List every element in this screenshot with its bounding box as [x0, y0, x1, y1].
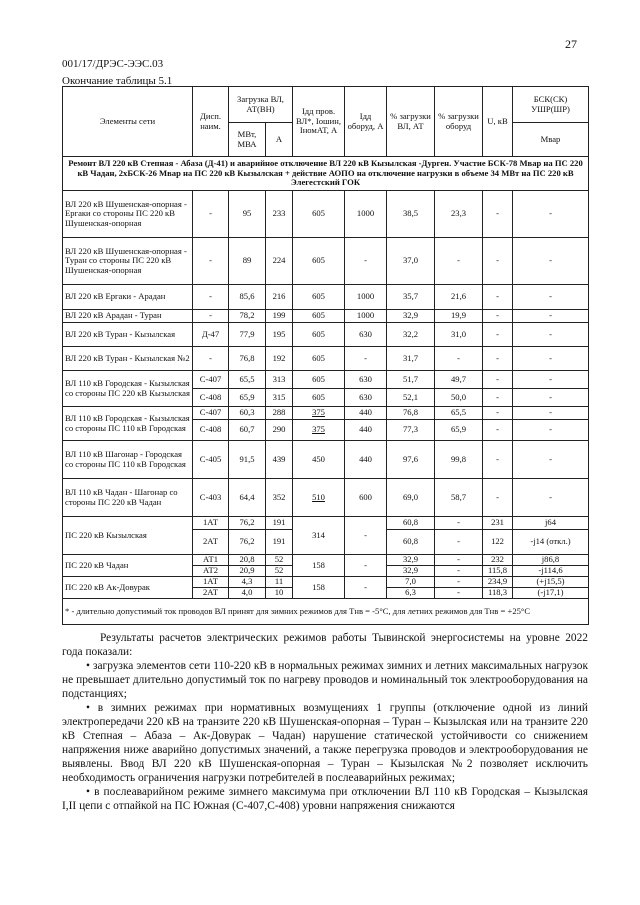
header-element: Элементы сети — [63, 87, 193, 157]
cell: 375 — [293, 407, 345, 420]
cell: 232 — [483, 555, 513, 566]
cell: 439 — [266, 441, 293, 479]
cell-element: ВЛ 220 кВ Туран - Кызылская №2 — [63, 347, 193, 371]
cell-element: ПС 220 кВ Кызылская — [63, 517, 193, 555]
cell: 97,6 — [387, 441, 435, 479]
cell: 510 — [293, 479, 345, 517]
cell: 450 — [293, 441, 345, 479]
cell: 52 — [266, 566, 293, 577]
table-row — [63, 347, 589, 371]
page-number: 27 — [565, 37, 577, 51]
cell: 60,3 — [229, 407, 266, 420]
cell: - — [513, 371, 589, 389]
cell: 314 — [293, 517, 345, 555]
cell: (+j15,5) — [513, 577, 589, 588]
cell: 99,8 — [435, 441, 483, 479]
cell: 85,6 — [229, 285, 266, 310]
cell: - — [513, 238, 589, 285]
cell-element: ВЛ 110 кВ Шагонар - Городская со стороны ПС 110 кВ Городская — [63, 441, 193, 479]
cell: - — [483, 479, 513, 517]
cell: 605 — [293, 371, 345, 389]
cell: - — [483, 420, 513, 441]
cell: - — [345, 577, 387, 599]
cell: 60,8 — [387, 517, 435, 530]
cell: 192 — [266, 347, 293, 371]
cell: - — [435, 530, 483, 555]
cell: 115,8 — [483, 566, 513, 577]
cell-element: ВЛ 220 кВ Шушенская-опорная - Ергаки со стороны ПС 220 кВ Шушенская-опорная — [63, 191, 193, 238]
cell: АТ2 — [193, 566, 229, 577]
cell: - — [345, 517, 387, 555]
cell: - — [483, 191, 513, 238]
cell: 52 — [266, 555, 293, 566]
cell: -j14 (откл.) — [513, 530, 589, 555]
cell: - — [435, 577, 483, 588]
cell: 4,3 — [229, 577, 266, 588]
cell: 23,3 — [435, 191, 483, 238]
cell: 32,9 — [387, 310, 435, 323]
cell: 605 — [293, 389, 345, 407]
cell: - — [193, 191, 229, 238]
cell-element: ВЛ 220 кВ Ергаки - Арадан — [63, 285, 193, 310]
cell: 6,3 — [387, 588, 435, 599]
cell: 32,2 — [387, 323, 435, 347]
cell: Д-47 — [193, 323, 229, 347]
header-load-a: А — [266, 123, 293, 157]
cell: j86,8 — [513, 555, 589, 566]
cell: 50,0 — [435, 389, 483, 407]
cell: 76,8 — [387, 407, 435, 420]
cell: - — [513, 479, 589, 517]
cell: 234,9 — [483, 577, 513, 588]
cell: 191 — [266, 517, 293, 530]
cell: - — [483, 310, 513, 323]
cell: 7,0 — [387, 577, 435, 588]
cell: - — [483, 285, 513, 310]
table-row — [63, 555, 589, 566]
cell: 1000 — [345, 191, 387, 238]
cell: 605 — [293, 310, 345, 323]
cell: 65,5 — [229, 371, 266, 389]
cell: 1АТ — [193, 517, 229, 530]
cell: 65,5 — [435, 407, 483, 420]
cell: 224 — [266, 238, 293, 285]
cell: - — [483, 238, 513, 285]
cell: - — [513, 191, 589, 238]
cell: 288 — [266, 407, 293, 420]
footnote-row — [63, 599, 589, 625]
cell: - — [435, 238, 483, 285]
cell: 65,9 — [229, 389, 266, 407]
cell: - — [193, 285, 229, 310]
cell: 76,8 — [229, 347, 266, 371]
cell: - — [345, 347, 387, 371]
cell: 216 — [266, 285, 293, 310]
table-row — [63, 577, 589, 588]
cell: 32,9 — [387, 566, 435, 577]
table-row — [63, 517, 589, 530]
cell: 89 — [229, 238, 266, 285]
cell: 10 — [266, 588, 293, 599]
cell: - — [513, 441, 589, 479]
cell: - — [513, 310, 589, 323]
table-caption: Окончание таблицы 5.1 — [62, 75, 173, 87]
cell: С-408 — [193, 389, 229, 407]
cell: - — [435, 555, 483, 566]
cell: 191 — [266, 530, 293, 555]
cell: - — [483, 441, 513, 479]
cell-element: ВЛ 110 кВ Чадан - Шагонар со стороны ПС 220 кВ Чадан — [63, 479, 193, 517]
cell: 52,1 — [387, 389, 435, 407]
cell-element: ВЛ 110 кВ Городская - Кызылская со стороны ПС 110 кВ Городская — [63, 407, 193, 441]
cell: 20,8 — [229, 555, 266, 566]
cell: - — [345, 555, 387, 577]
cell: 605 — [293, 285, 345, 310]
cell: - — [193, 347, 229, 371]
table-row — [63, 371, 589, 389]
cell-element: ВЛ 110 кВ Городская - Кызылская со стороны ПС 220 кВ Кызылская — [63, 371, 193, 407]
cell: 76,2 — [229, 530, 266, 555]
cell: 60,8 — [387, 530, 435, 555]
cell: 440 — [345, 441, 387, 479]
cell: 65,9 — [435, 420, 483, 441]
cell: 2АТ — [193, 588, 229, 599]
cell: 21,6 — [435, 285, 483, 310]
cell: 233 — [266, 191, 293, 238]
cell: 32,9 — [387, 555, 435, 566]
header-idd-equipment: Iдд оборуд, А — [345, 87, 387, 157]
cell-element: ПС 220 кВ Ак-Довурак — [63, 577, 193, 599]
cell: 58,7 — [435, 479, 483, 517]
cell: 158 — [293, 577, 345, 599]
cell: 1АТ — [193, 577, 229, 588]
cell: 630 — [345, 323, 387, 347]
cell: 76,2 — [229, 517, 266, 530]
table-row — [63, 479, 589, 517]
cell: 77,3 — [387, 420, 435, 441]
cell: 605 — [293, 191, 345, 238]
cell: 605 — [293, 238, 345, 285]
cell: 64,4 — [229, 479, 266, 517]
cell: - — [513, 389, 589, 407]
cell: 199 — [266, 310, 293, 323]
cell: 440 — [345, 420, 387, 441]
cell: С-407 — [193, 407, 229, 420]
table-row — [63, 191, 589, 238]
cell: j64 — [513, 517, 589, 530]
cell: С-405 — [193, 441, 229, 479]
cell: 313 — [266, 371, 293, 389]
cell: - — [435, 347, 483, 371]
cell: - — [193, 238, 229, 285]
cell: -j114,6 — [513, 566, 589, 577]
cell: 19,9 — [435, 310, 483, 323]
cell: 118,3 — [483, 588, 513, 599]
header-bsk-unit: Мвар — [513, 123, 589, 157]
bullet-paragraph: • загрузка элементов сети 110-220 кВ в нормальных режимах зимних и летних максимальных нагрузок не превышает длительно допустимый ток по нагреву проводов и номинальный ток электрооборудования на подстанциях; — [62, 660, 588, 700]
cell: - — [483, 407, 513, 420]
cell: С-403 — [193, 479, 229, 517]
header-load: Загрузка ВЛ, АТ(ВН) — [229, 87, 293, 123]
cell: 37,0 — [387, 238, 435, 285]
cell: 35,7 — [387, 285, 435, 310]
cell: 158 — [293, 555, 345, 577]
header-pct-vl: % загрузки ВЛ, АТ — [387, 87, 435, 157]
header-bsk: БСК(СК) УШР(ШР) — [513, 87, 589, 123]
cell: 4,0 — [229, 588, 266, 599]
cell: АТ1 — [193, 555, 229, 566]
section-row — [63, 157, 589, 191]
cell: - — [435, 566, 483, 577]
table-row — [63, 407, 589, 420]
cell: 440 — [345, 407, 387, 420]
bullet-paragraph: • в зимних режимах при нормативных возмущениях 1 группы (отключение одной из линий электропередачи 220 кВ на транзите 220 кВ Шушенская-опорная – Туран – Кызылская или на транзите 220 кВ Степная – Абаза – Ак-Довурак – Чадан) нарушение статической устойчивости со снижением напряжения ниже аварийно допустимых значений, а также перегрузка проводов и электрооборудования не выявлены. Ввод ВЛ 220 кВ Шушенская-опорная – Туран – Кызылская №2 позволяет исключить необходимость ограничения нагрузки потребителей в послеаварийных режимах; — [62, 702, 588, 784]
cell: 630 — [345, 389, 387, 407]
cell: 95 — [229, 191, 266, 238]
cell: 77,9 — [229, 323, 266, 347]
cell: 20,9 — [229, 566, 266, 577]
cell: 49,7 — [435, 371, 483, 389]
cell: 2АТ — [193, 530, 229, 555]
cell: 290 — [266, 420, 293, 441]
cell: - — [513, 347, 589, 371]
header-load-mw: МВт, МВА — [229, 123, 266, 157]
cell: 375 — [293, 420, 345, 441]
cell: 69,0 — [387, 479, 435, 517]
table-header-row — [63, 87, 589, 123]
network-load-table — [62, 86, 589, 625]
cell: 195 — [266, 323, 293, 347]
cell: 231 — [483, 517, 513, 530]
cell: 31,7 — [387, 347, 435, 371]
table-row — [63, 441, 589, 479]
cell: - — [513, 285, 589, 310]
cell: 630 — [345, 371, 387, 389]
cell: С-407 — [193, 371, 229, 389]
cell: - — [483, 323, 513, 347]
cell-element: ПС 220 кВ Чадан — [63, 555, 193, 577]
cell: - — [435, 517, 483, 530]
bullet-paragraph: • в послеаварийном режиме зимнего максимума при отключении ВЛ 110 кВ Городская – Кызылская I,II цепи с отпайкой на ПС Южная (С-407,С-408) уровни напряжения снижаются — [62, 786, 588, 812]
cell: 78,2 — [229, 310, 266, 323]
cell: 605 — [293, 347, 345, 371]
cell: - — [483, 389, 513, 407]
cell-element: ВЛ 220 кВ Арадан - Туран — [63, 310, 193, 323]
header-disp: Дисп. наим. — [193, 87, 229, 157]
cell: 352 — [266, 479, 293, 517]
cell: 315 — [266, 389, 293, 407]
conclusions-text — [62, 631, 588, 813]
cell: 600 — [345, 479, 387, 517]
header-voltage: U, кВ — [483, 87, 513, 157]
cell: - — [345, 238, 387, 285]
table-footnote: * - длительно допустимый ток проводов ВЛ принят для зимних режимов для Тнв = -5°С, для летних режимов для Тнв = +25°С — [63, 599, 589, 625]
header-pct-equipment: % загрузки оборуд — [435, 87, 483, 157]
cell: - — [513, 407, 589, 420]
cell: 605 — [293, 323, 345, 347]
cell: 122 — [483, 530, 513, 555]
cell: 91,5 — [229, 441, 266, 479]
cell: С-408 — [193, 420, 229, 441]
table-row — [63, 323, 589, 347]
cell: - — [483, 347, 513, 371]
cell-element: ВЛ 220 кВ Туран - Кызылская — [63, 323, 193, 347]
cell: (-j17,1) — [513, 588, 589, 599]
cell: - — [513, 420, 589, 441]
table-row — [63, 238, 589, 285]
document-id: 001/17/ДРЭС-ЭЭС.03 — [62, 58, 164, 70]
cell: 38,5 — [387, 191, 435, 238]
intro-paragraph: Результаты расчетов электрических режимов работы Тывинской энергосистемы на уровне 2022 года показали: — [62, 632, 588, 658]
cell: - — [483, 371, 513, 389]
cell-element: ВЛ 220 кВ Шушенская-опорная - Туран со стороны ПС 220 кВ Шушенская-опорная — [63, 238, 193, 285]
cell: 1000 — [345, 310, 387, 323]
cell: - — [435, 588, 483, 599]
cell: 11 — [266, 577, 293, 588]
table-row — [63, 285, 589, 310]
cell: - — [193, 310, 229, 323]
cell: 51,7 — [387, 371, 435, 389]
header-idd-vl: Iдд пров. ВЛ*, Iошин, IномАТ, А — [293, 87, 345, 157]
cell: 31,0 — [435, 323, 483, 347]
section-title: Ремонт ВЛ 220 кВ Степная - Абаза (Д-41) и аварийное отключение ВЛ 220 кВ Кызылская -Дурген. Участие БСК-78 Мвар на ПС 220 кВ Чадан, 2хБСК-26 Мвар на ПС 220 кВ Кызылская + действие АОПО на отключение нагрузки в объеме 34 МВт на ПС 220 кВ Элегестский ГОК — [63, 157, 589, 191]
cell: - — [513, 323, 589, 347]
table-row — [63, 310, 589, 323]
cell: 1000 — [345, 285, 387, 310]
cell: 60,7 — [229, 420, 266, 441]
